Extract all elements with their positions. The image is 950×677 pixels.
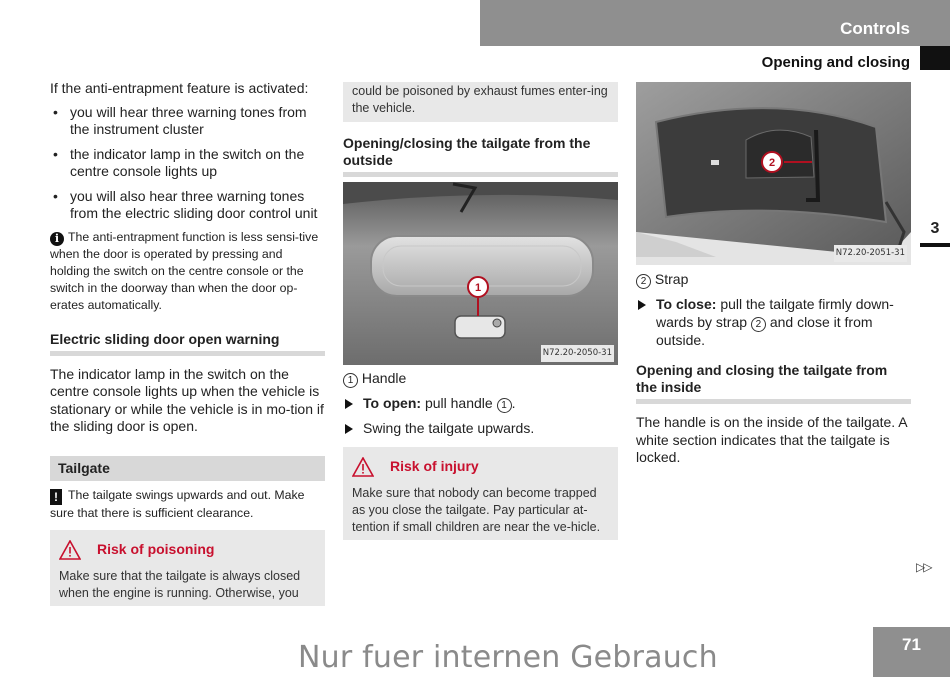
tailgate-handle-photo <box>343 182 618 365</box>
step-open <box>343 395 618 413</box>
bullet-list <box>50 104 325 223</box>
info-icon: i <box>50 232 64 246</box>
poisoning-text: Make sure that the tailgate is always closed when the engine is running. Otherwise, you <box>59 569 301 600</box>
callout-2: 2 <box>768 157 776 169</box>
step-swing: Swing the tailgate upwards. <box>343 420 618 438</box>
caption-handle-text: Handle <box>361 370 407 386</box>
section-title: Controls <box>840 19 910 38</box>
warning-triangle-icon <box>59 540 81 560</box>
step-open-label: To open: <box>363 395 422 411</box>
poisoning-title-text: Risk of poisoning <box>97 541 215 558</box>
injury-title-text: Risk of injury <box>390 457 479 474</box>
list-item: • you will also hear three warning tones from the electric sliding door control unit <box>50 188 325 223</box>
tailgate-note-text: The tailgate swings upwards and out. Make sure that there is sufficient clearance. <box>50 488 305 520</box>
caption-strap-text: Strap <box>654 271 689 287</box>
tailgate-note <box>50 487 325 522</box>
caption-handle <box>343 370 618 388</box>
continue-marker: ▷▷ <box>916 560 931 574</box>
info-note-text: The anti-entrapment function is less sensi-tive when the door is operated by pressing and holding the switch on the centre console or the switch in the doorway than when the door op-erates automatically. <box>50 229 319 312</box>
image-code: N72.20-2051-31 <box>834 245 907 263</box>
step-open-end: . <box>511 395 516 411</box>
injury-warning-title <box>352 457 609 477</box>
injury-text: Make sure that nobody can become trapped as you close the tailgate. Pay particular at-tention if small children are near the ve-hicle. <box>352 485 601 534</box>
poisoning-warning-box <box>50 530 325 606</box>
step-close-text-end: and close it from outside. <box>656 313 873 348</box>
poisoning-warning-title <box>59 540 316 560</box>
inside-paragraph: The handle is on the inside of the tailgate. A white section indicates that the tailgate is locked. <box>636 414 907 465</box>
poisoning-continued-text: could be poisoned by exhaust fumes enter-ing the vehicle. <box>352 84 608 115</box>
step-close-label: To close: <box>656 296 717 312</box>
injury-warning-box <box>343 447 618 540</box>
tailgate-exterior-illustration <box>343 182 618 365</box>
column-1 <box>50 80 325 606</box>
warning-paragraph: The indicator lamp in the switch on the centre console lights up when the vehicle is stationary or while the vehicle is in mo-tion if the sliding door is open. <box>50 365 324 434</box>
callout-number-icon: 2 <box>751 317 766 332</box>
callout-number-icon: 1 <box>497 398 512 413</box>
column-2 <box>343 82 618 540</box>
subsection-title: Opening and closing <box>761 54 910 71</box>
heading-tailgate: Tailgate <box>50 456 325 482</box>
callout-number-icon: 2 <box>636 274 651 289</box>
heading-tailgate-inside: Opening and closing the tailgate from the inside <box>636 362 911 404</box>
step-close <box>636 296 911 349</box>
column-3 <box>636 82 911 467</box>
heading-tailgate-outside: Opening/closing the tailgate from the outside <box>343 135 618 177</box>
info-note <box>50 229 325 314</box>
poisoning-warning-continued <box>343 82 618 122</box>
step-open-text: pull handle <box>424 395 493 411</box>
callout-1: 1 <box>474 282 482 294</box>
warning-triangle-icon <box>352 457 374 477</box>
watermark: Nur fuer internen Gebrauch <box>298 640 718 675</box>
tailgate-strap-photo <box>636 82 911 265</box>
page-number: 71 <box>873 627 950 677</box>
tailgate-interior-illustration <box>636 82 911 265</box>
list-item: • the indicator lamp in the switch on the centre console lights up <box>50 146 325 181</box>
image-code: N72.20-2050-31 <box>541 345 614 363</box>
caption-strap <box>636 271 911 289</box>
chapter-tab: 3 <box>920 217 950 247</box>
section-marker <box>920 46 950 70</box>
exclamation-icon: ! <box>50 489 62 505</box>
intro-text: If the anti-entrapment feature is activated: <box>50 80 309 96</box>
callout-number-icon: 1 <box>343 373 358 388</box>
heading-sliding-door-warning: Electric sliding door open warning <box>50 331 325 356</box>
list-item: • you will hear three warning tones from the instrument cluster <box>50 104 325 139</box>
step-close-text: pull the tailgate firmly down-wards by strap <box>656 296 894 330</box>
